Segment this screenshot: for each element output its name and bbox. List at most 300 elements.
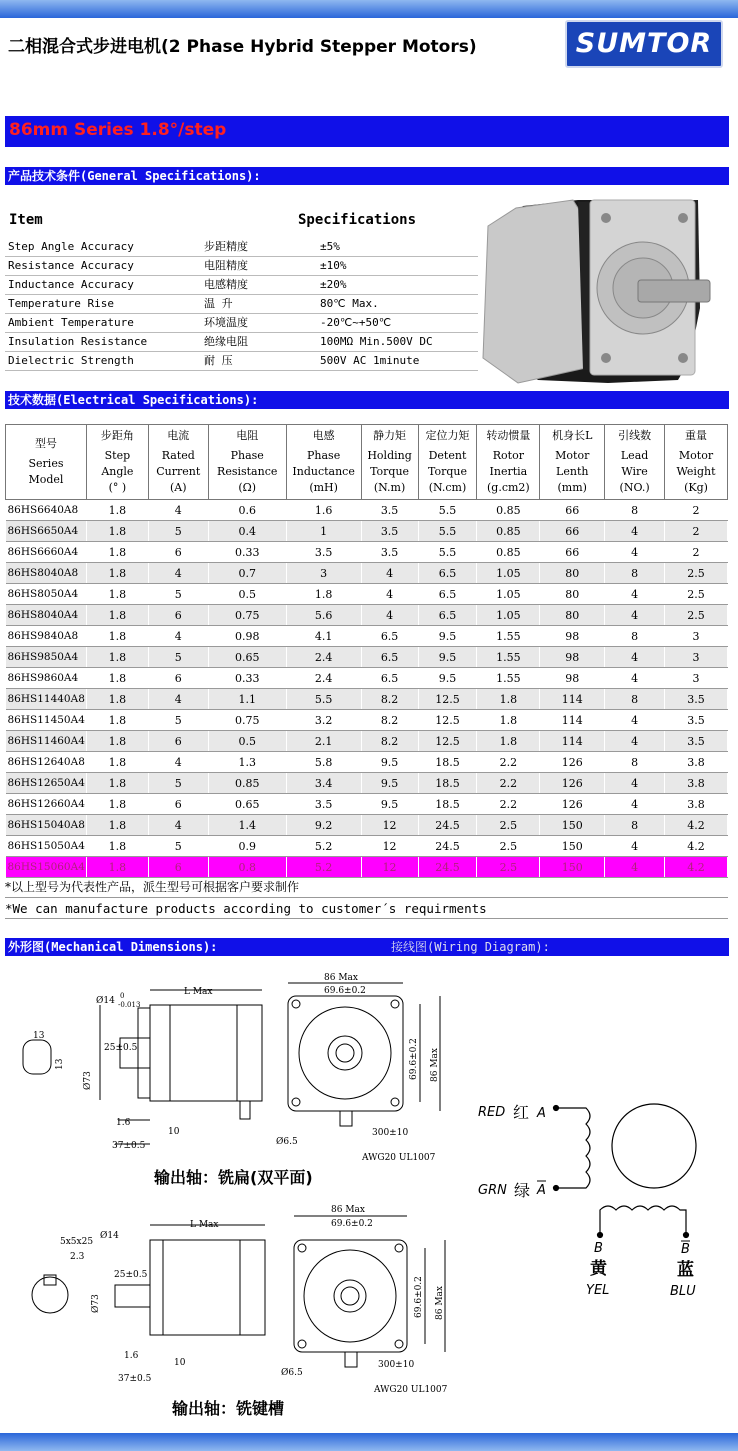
value-cell: 66: [540, 542, 605, 563]
value-cell: 1.8: [86, 521, 148, 542]
value-cell: 0.85: [477, 542, 540, 563]
value-cell: 24.5: [418, 857, 477, 878]
dim2-awg: AWG20 UL1007: [374, 1385, 448, 1395]
table-row: [6, 773, 728, 794]
page-title: 二相混合式步进电机(2 Phase Hybrid Stepper Motors): [8, 37, 477, 57]
dim2-key-length: 25±0.5: [114, 1270, 148, 1280]
header-line-en1: Detent: [428, 449, 467, 462]
value-cell: 4: [361, 563, 418, 584]
table-header-cell: [540, 425, 605, 500]
value-cell: 12: [361, 836, 418, 857]
model-cell: 86HS6640A8: [6, 500, 87, 521]
dim2-width-86: 86 Max: [331, 1205, 365, 1215]
header-line-en2: Torque: [370, 465, 410, 478]
value-cell: 2.5: [665, 563, 728, 584]
value-cell: 18.5: [418, 752, 477, 773]
spec-name-en: Temperature Rise: [8, 297, 114, 310]
motor-photo: [478, 188, 718, 384]
value-cell: 150: [540, 836, 605, 857]
header-line-en1: Phase: [230, 449, 264, 462]
value-cell: 8.2: [361, 689, 418, 710]
value-cell: 1.05: [477, 563, 540, 584]
model-cell: 86HS9860A4: [6, 668, 87, 689]
table-row: [6, 836, 728, 857]
value-cell: 1.55: [477, 647, 540, 668]
value-cell: 12.5: [418, 710, 477, 731]
value-cell: 4: [605, 773, 665, 794]
table-header-cell: [148, 425, 208, 500]
value-cell: 6.5: [361, 626, 418, 647]
value-cell: 4: [361, 584, 418, 605]
dim2-lead-length: 300±10: [378, 1360, 415, 1370]
value-cell: 4: [605, 647, 665, 668]
value-cell: 1.8: [86, 815, 148, 836]
drawing-keyed-shaft: [32, 1216, 445, 1367]
header-line-en2: Wire: [621, 465, 648, 478]
value-cell: 1.8: [86, 563, 148, 584]
value-cell: 1.55: [477, 668, 540, 689]
header-line-cn: 机身长L: [552, 429, 593, 442]
header-line-en1: Holding: [367, 449, 412, 462]
dim2-10: 10: [174, 1358, 186, 1368]
value-cell: 4: [361, 605, 418, 626]
value-cell: 4: [605, 836, 665, 857]
value-cell: 3: [665, 647, 728, 668]
model-cell: 86HS6660A4: [6, 542, 87, 563]
header-line-en2: Lenth: [556, 465, 589, 478]
wire-red-en: RED: [478, 1105, 506, 1120]
wire-b-bar: B: [681, 1242, 690, 1257]
general-spec-row: [5, 313, 478, 333]
value-cell: 3: [665, 626, 728, 647]
dim2-37: 37±0.5: [118, 1374, 152, 1384]
note-cn: *以上型号为代表性产品，派生型号可根据客户要求制作: [5, 878, 728, 898]
model-cell: 86HS8050A4: [6, 584, 87, 605]
dim2-key: 5x5x25: [60, 1237, 94, 1247]
wire-b: B: [594, 1241, 603, 1256]
general-spec-row: [5, 332, 478, 352]
dim-10: 10: [168, 1127, 180, 1137]
caption-keyed-shaft: 输出轴：铣键槽: [172, 1399, 285, 1418]
value-cell: 8: [605, 563, 665, 584]
header-line-cn: 转动惯量: [486, 429, 531, 442]
value-cell: 1.8: [86, 668, 148, 689]
value-cell: 4: [148, 626, 208, 647]
value-cell: 4.1: [286, 626, 361, 647]
value-cell: 4: [148, 563, 208, 584]
dim2-key-depth: 2.3: [70, 1252, 85, 1262]
header-line-en1: Step: [104, 449, 131, 462]
value-cell: 5: [148, 647, 208, 668]
dim-37: 37±0.5: [112, 1141, 146, 1151]
header-line-en1: Lead: [620, 449, 649, 462]
table-row: [6, 563, 728, 584]
value-cell: 2.4: [286, 668, 361, 689]
value-cell: 1.8: [477, 689, 540, 710]
value-cell: 80: [540, 605, 605, 626]
model-cell: 86HS15040A8: [6, 815, 87, 836]
model-cell: 86HS12650A4: [6, 773, 87, 794]
value-cell: 1.8: [86, 689, 148, 710]
dim-length: L Max: [184, 987, 213, 997]
header-line-en3: (A): [170, 481, 187, 494]
value-cell: 24.5: [418, 836, 477, 857]
value-cell: 150: [540, 857, 605, 878]
bottom-gradient-bar: [0, 1433, 738, 1451]
general-spec-row: [5, 237, 478, 257]
value-cell: 1: [286, 521, 361, 542]
value-cell: 5.2: [286, 857, 361, 878]
value-cell: 8: [605, 815, 665, 836]
value-cell: 0.65: [208, 794, 286, 815]
dim-boss: Ø73: [83, 1071, 93, 1090]
value-cell: 2.5: [665, 605, 728, 626]
wire-a: A: [537, 1106, 546, 1121]
value-cell: 2.5: [477, 857, 540, 878]
header-line-en3: (Ω): [238, 481, 257, 494]
value-cell: 3.8: [665, 794, 728, 815]
value-cell: 5: [148, 521, 208, 542]
table-header-cell: [361, 425, 418, 500]
value-cell: 114: [540, 689, 605, 710]
wiring-section-title: 接线图(Wiring Diagram):: [391, 940, 550, 954]
value-cell: 3.5: [361, 521, 418, 542]
dim-height-86: 86 Max: [430, 1048, 440, 1082]
general-spec-row: [5, 275, 478, 295]
dim2-shaft-diameter: Ø14: [100, 1231, 119, 1241]
value-cell: 5: [148, 584, 208, 605]
value-cell: 80: [540, 563, 605, 584]
value-cell: 126: [540, 794, 605, 815]
value-cell: 126: [540, 752, 605, 773]
dim-width-69: 69.6±0.2: [324, 986, 366, 996]
value-cell: 6: [148, 668, 208, 689]
table-row: [6, 668, 728, 689]
value-cell: 0.85: [208, 773, 286, 794]
value-cell: 4: [605, 857, 665, 878]
spec-name-en: Ambient Temperature: [8, 316, 134, 329]
dim2-height-69: 69.6±0.2: [414, 1276, 424, 1318]
value-cell: 2.5: [665, 584, 728, 605]
wire-blu-cn: 蓝: [677, 1260, 694, 1280]
table-header-row: [6, 425, 728, 500]
value-cell: 1.8: [86, 605, 148, 626]
series-title: 86mm Series 1.8°/step: [9, 120, 227, 140]
header-line-en2: Inductance: [292, 465, 355, 478]
header-line-en2: Model: [28, 473, 64, 486]
value-cell: 4.2: [665, 815, 728, 836]
table-row: [6, 794, 728, 815]
wire-red-cn: 红: [513, 1103, 530, 1122]
general-spec-row: [5, 256, 478, 276]
header-line-en2: Inertia: [489, 465, 528, 478]
dim-width-86: 86 Max: [324, 973, 358, 983]
value-cell: 0.65: [208, 647, 286, 668]
header-line-en3: (N.m): [373, 481, 406, 494]
spec-value: 100MΩ Min.500V DC: [320, 335, 433, 348]
value-cell: 4: [605, 605, 665, 626]
value-cell: 6.5: [418, 584, 477, 605]
table-header-cell: [286, 425, 361, 500]
general-spec-row: [5, 351, 478, 371]
value-cell: 0.85: [477, 500, 540, 521]
table-header-cell: [665, 425, 728, 500]
header-line-en1: Motor: [678, 449, 714, 462]
value-cell: 150: [540, 815, 605, 836]
value-cell: 5.5: [418, 542, 477, 563]
spec-name-cn: 耐 压: [204, 354, 233, 367]
value-cell: 8: [605, 500, 665, 521]
value-cell: 12: [361, 815, 418, 836]
value-cell: 3.2: [286, 710, 361, 731]
value-cell: 3.8: [665, 752, 728, 773]
mechanical-section-title: 外形图(Mechanical Dimensions):: [8, 940, 218, 954]
value-cell: 4: [605, 794, 665, 815]
general-spec-section-header: 产品技术条件(General Specifications):: [5, 167, 729, 185]
value-cell: 5.8: [286, 752, 361, 773]
value-cell: 6.5: [361, 668, 418, 689]
value-cell: 1.6: [286, 500, 361, 521]
value-cell: 4: [605, 668, 665, 689]
value-cell: 2.4: [286, 647, 361, 668]
dim-shaft-tol-bottom: -0.013: [118, 1001, 141, 1009]
table-row: [6, 605, 728, 626]
value-cell: 24.5: [418, 815, 477, 836]
value-cell: 1.4: [208, 815, 286, 836]
value-cell: 4: [148, 689, 208, 710]
value-cell: 8.2: [361, 710, 418, 731]
model-cell: 86HS15050A4: [6, 836, 87, 857]
value-cell: 1.8: [477, 710, 540, 731]
value-cell: 0.75: [208, 605, 286, 626]
wiring-labels: [478, 1103, 696, 1299]
value-cell: 0.7: [208, 563, 286, 584]
value-cell: 4: [148, 815, 208, 836]
dim2-width-69: 69.6±0.2: [331, 1219, 373, 1229]
general-head-spec: Specifications: [298, 212, 417, 228]
value-cell: 2: [665, 500, 728, 521]
value-cell: 126: [540, 773, 605, 794]
spec-name-cn: 环境温度: [204, 316, 248, 329]
value-cell: 8.2: [361, 731, 418, 752]
table-row: [6, 815, 728, 836]
dim-shaft-tol-top: 0: [120, 992, 125, 1000]
caption-flat-shaft: 输出轴：铣扁(双平面): [154, 1168, 313, 1187]
spec-name-cn: 绝缘电阻: [204, 335, 248, 348]
value-cell: 2: [665, 521, 728, 542]
table-row: [6, 857, 728, 878]
table-row: [6, 626, 728, 647]
value-cell: 0.8: [208, 857, 286, 878]
dim-key-length: 25±0.5: [104, 1043, 138, 1053]
header-line-en2: Resistance: [217, 465, 278, 478]
value-cell: 1.8: [86, 773, 148, 794]
value-cell: 1.8: [86, 647, 148, 668]
value-cell: 2.5: [477, 815, 540, 836]
value-cell: 5: [148, 773, 208, 794]
value-cell: 2: [665, 542, 728, 563]
table-row: [6, 710, 728, 731]
value-cell: 8: [605, 689, 665, 710]
value-cell: 1.55: [477, 626, 540, 647]
dim2-boss: Ø73: [91, 1294, 101, 1313]
value-cell: 3.5: [665, 731, 728, 752]
value-cell: 9.5: [418, 647, 477, 668]
header-line-en3: (NO.): [619, 481, 650, 494]
value-cell: 6: [148, 605, 208, 626]
value-cell: 6: [148, 731, 208, 752]
dim-lead-length: 300±10: [372, 1128, 409, 1138]
model-cell: 86HS9840A8: [6, 626, 87, 647]
table-row: [6, 521, 728, 542]
value-cell: 114: [540, 731, 605, 752]
header-line-en2: Torque: [427, 465, 467, 478]
value-cell: 5: [148, 836, 208, 857]
value-cell: 4: [605, 584, 665, 605]
value-cell: 8: [605, 626, 665, 647]
spec-name-cn: 温 升: [204, 297, 233, 310]
value-cell: 4: [605, 542, 665, 563]
general-head-item: Item: [9, 212, 43, 228]
value-cell: 9.5: [418, 668, 477, 689]
value-cell: 3.8: [665, 773, 728, 794]
table-header-cell: [418, 425, 477, 500]
value-cell: 6.5: [361, 647, 418, 668]
value-cell: 4: [605, 710, 665, 731]
electrical-spec-table: [5, 424, 728, 878]
value-cell: 2.1: [286, 731, 361, 752]
header-line-en2: Current: [156, 465, 201, 478]
header-line-en1: Rotor: [492, 449, 524, 462]
spec-value: 80℃ Max.: [320, 297, 379, 310]
value-cell: 4: [605, 521, 665, 542]
value-cell: 4.2: [665, 857, 728, 878]
value-cell: 1.8: [86, 731, 148, 752]
table-header-cell: [6, 425, 87, 500]
value-cell: 6: [148, 794, 208, 815]
value-cell: 5.5: [418, 500, 477, 521]
dim-1-6: 1.6: [116, 1118, 131, 1128]
value-cell: 6.5: [418, 605, 477, 626]
spec-value: 500V AC 1minute: [320, 354, 420, 367]
table-row: [6, 500, 728, 521]
dim-height-69: 69.6±0.2: [409, 1038, 419, 1080]
value-cell: 98: [540, 626, 605, 647]
value-cell: 1.05: [477, 584, 540, 605]
value-cell: 0.5: [208, 584, 286, 605]
value-cell: 1.8: [86, 752, 148, 773]
wiring-diagram: [554, 1104, 697, 1238]
value-cell: 6: [148, 857, 208, 878]
spec-value: -20℃~+50℃: [320, 316, 392, 329]
value-cell: 9.5: [361, 752, 418, 773]
mechanical-section-header: [5, 938, 729, 956]
value-cell: 4: [148, 500, 208, 521]
model-cell: 86HS8040A8: [6, 563, 87, 584]
header-line-en3: (mH): [309, 481, 338, 494]
value-cell: 0.4: [208, 521, 286, 542]
top-gradient-bar: [0, 0, 738, 18]
value-cell: 66: [540, 521, 605, 542]
spec-value: ±5%: [320, 240, 340, 253]
model-cell: 86HS12640A8: [6, 752, 87, 773]
value-cell: 0.33: [208, 542, 286, 563]
value-cell: 1.8: [86, 542, 148, 563]
value-cell: 8: [605, 752, 665, 773]
value-cell: 5.5: [418, 521, 477, 542]
brand-logo: SUMTOR: [565, 20, 723, 68]
header-line-cn: 步距角: [100, 429, 134, 442]
value-cell: 1.8: [86, 710, 148, 731]
spec-name-en: Step Angle Accuracy: [8, 240, 134, 253]
value-cell: 4.2: [665, 836, 728, 857]
spec-name-en: Resistance Accuracy: [8, 259, 134, 272]
value-cell: 4: [148, 752, 208, 773]
header-line-cn: 静力矩: [373, 429, 407, 442]
header-line-en3: (mm): [557, 481, 587, 494]
dim-flat-13-b: 13: [55, 1058, 65, 1070]
model-cell: 86HS15060A4: [6, 857, 87, 878]
value-cell: 2.2: [477, 773, 540, 794]
value-cell: 1.8: [86, 500, 148, 521]
value-cell: 3: [665, 668, 728, 689]
header-line-cn: 电阻: [236, 429, 259, 442]
wire-grn-cn: 绿: [514, 1181, 531, 1200]
drawing-keyed-shaft-labels: [60, 1205, 448, 1418]
value-cell: 2.2: [477, 794, 540, 815]
header-line-cn: 重量: [685, 429, 707, 442]
table-row: [6, 647, 728, 668]
header-line-en1: Motor: [555, 449, 590, 462]
value-cell: 0.9: [208, 836, 286, 857]
value-cell: 4: [605, 731, 665, 752]
value-cell: 1.8: [286, 584, 361, 605]
dim2-length: L Max: [190, 1220, 219, 1230]
model-cell: 86HS11440A8: [6, 689, 87, 710]
table-header-cell: [86, 425, 148, 500]
spec-value: ±10%: [320, 259, 347, 272]
value-cell: 0.5: [208, 731, 286, 752]
header-line-en2: Angle: [101, 465, 134, 478]
value-cell: 18.5: [418, 773, 477, 794]
series-banner: [5, 116, 729, 147]
value-cell: 2.2: [477, 752, 540, 773]
value-cell: 9.5: [361, 794, 418, 815]
spec-name-en: Inductance Accuracy: [8, 278, 134, 291]
wire-blu-en: BLU: [670, 1284, 696, 1299]
value-cell: 3.5: [665, 689, 728, 710]
value-cell: 3: [286, 563, 361, 584]
spec-name-en: Dielectric Strength: [8, 354, 134, 367]
value-cell: 6: [148, 542, 208, 563]
value-cell: 0.6: [208, 500, 286, 521]
value-cell: 3.5: [286, 542, 361, 563]
dim2-height-86: 86 Max: [435, 1286, 445, 1320]
electrical-spec-section-header: 技术数据(Electrical Specifications):: [5, 391, 729, 409]
value-cell: 0.33: [208, 668, 286, 689]
note-en: *We can manufacture products according to customer´s requirments: [5, 899, 728, 919]
header-line-en3: (g.cm2): [487, 481, 530, 494]
value-cell: 98: [540, 647, 605, 668]
value-cell: 0.85: [477, 521, 540, 542]
value-cell: 12.5: [418, 731, 477, 752]
value-cell: 1.05: [477, 605, 540, 626]
model-cell: 86HS12660A4: [6, 794, 87, 815]
value-cell: 80: [540, 584, 605, 605]
wire-yel-en: YEL: [586, 1283, 610, 1298]
value-cell: 5.5: [286, 689, 361, 710]
header-line-en2: Weight: [676, 465, 716, 478]
